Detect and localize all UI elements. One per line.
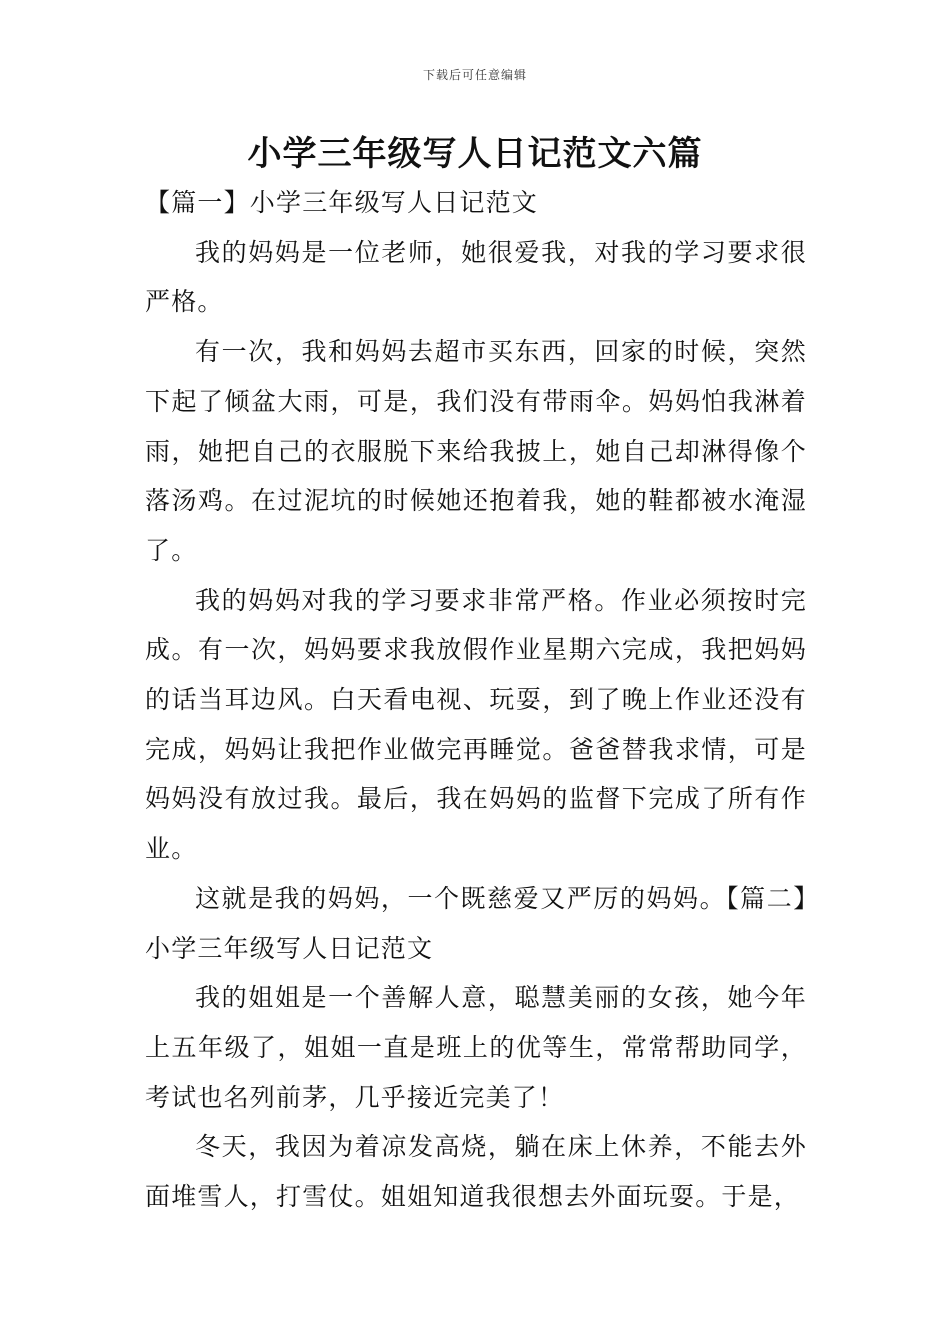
paragraph-5: 我的姐姐是一个善解人意，聪慧美丽的女孩，她今年上五年级了，姐姐一直是班上的优等生，常常帮助同学，考试也名列前茅，几乎接近完美了！ [145, 983, 807, 1112]
document-body [145, 178, 807, 1222]
document-title: 小学三年级写人日记范文六篇 [247, 134, 703, 174]
paragraph-4: 这就是我的妈妈，一个既慈爱又严厉的妈妈。【篇二】小学三年级写人日记范文 [145, 883, 807, 963]
paragraph-1: 我的妈妈是一位老师，她很爱我，对我的学习要求很严格。 [145, 237, 807, 317]
paragraph-6: 冬天，我因为着凉发高烧，躺在床上休养，不能去外面堆雪人，打雪仗。姐姐知道我很想去外面玩耍。于是， [145, 1132, 807, 1212]
header-note: 下载后可任意编辑 [422, 68, 527, 82]
paragraph-3: 我的妈妈对我的学习要求非常严格。作业必须按时完成。有一次，妈妈要求我放假作业星期六完成，我把妈妈的话当耳边风。白天看电视、玩耍，到了晚上作业还没有完成，妈妈让我把作业做完再睡觉。爸爸替我求情，可是妈妈没有放过我。最后，我在妈妈的监督下完成了所有作业。 [145, 585, 807, 864]
section-heading: 【篇一】小学三年级写人日记范文 [145, 188, 539, 217]
paragraph-2: 有一次，我和妈妈去超市买东西，回家的时候，突然下起了倾盆大雨，可是，我们没有带雨伞。妈妈怕我淋着雨，她把自己的衣服脱下来给我披上，她自己却淋得像个落汤鸡。在过泥坑的时候她还抱着我，她的鞋都被水淹湿了。 [145, 337, 807, 565]
